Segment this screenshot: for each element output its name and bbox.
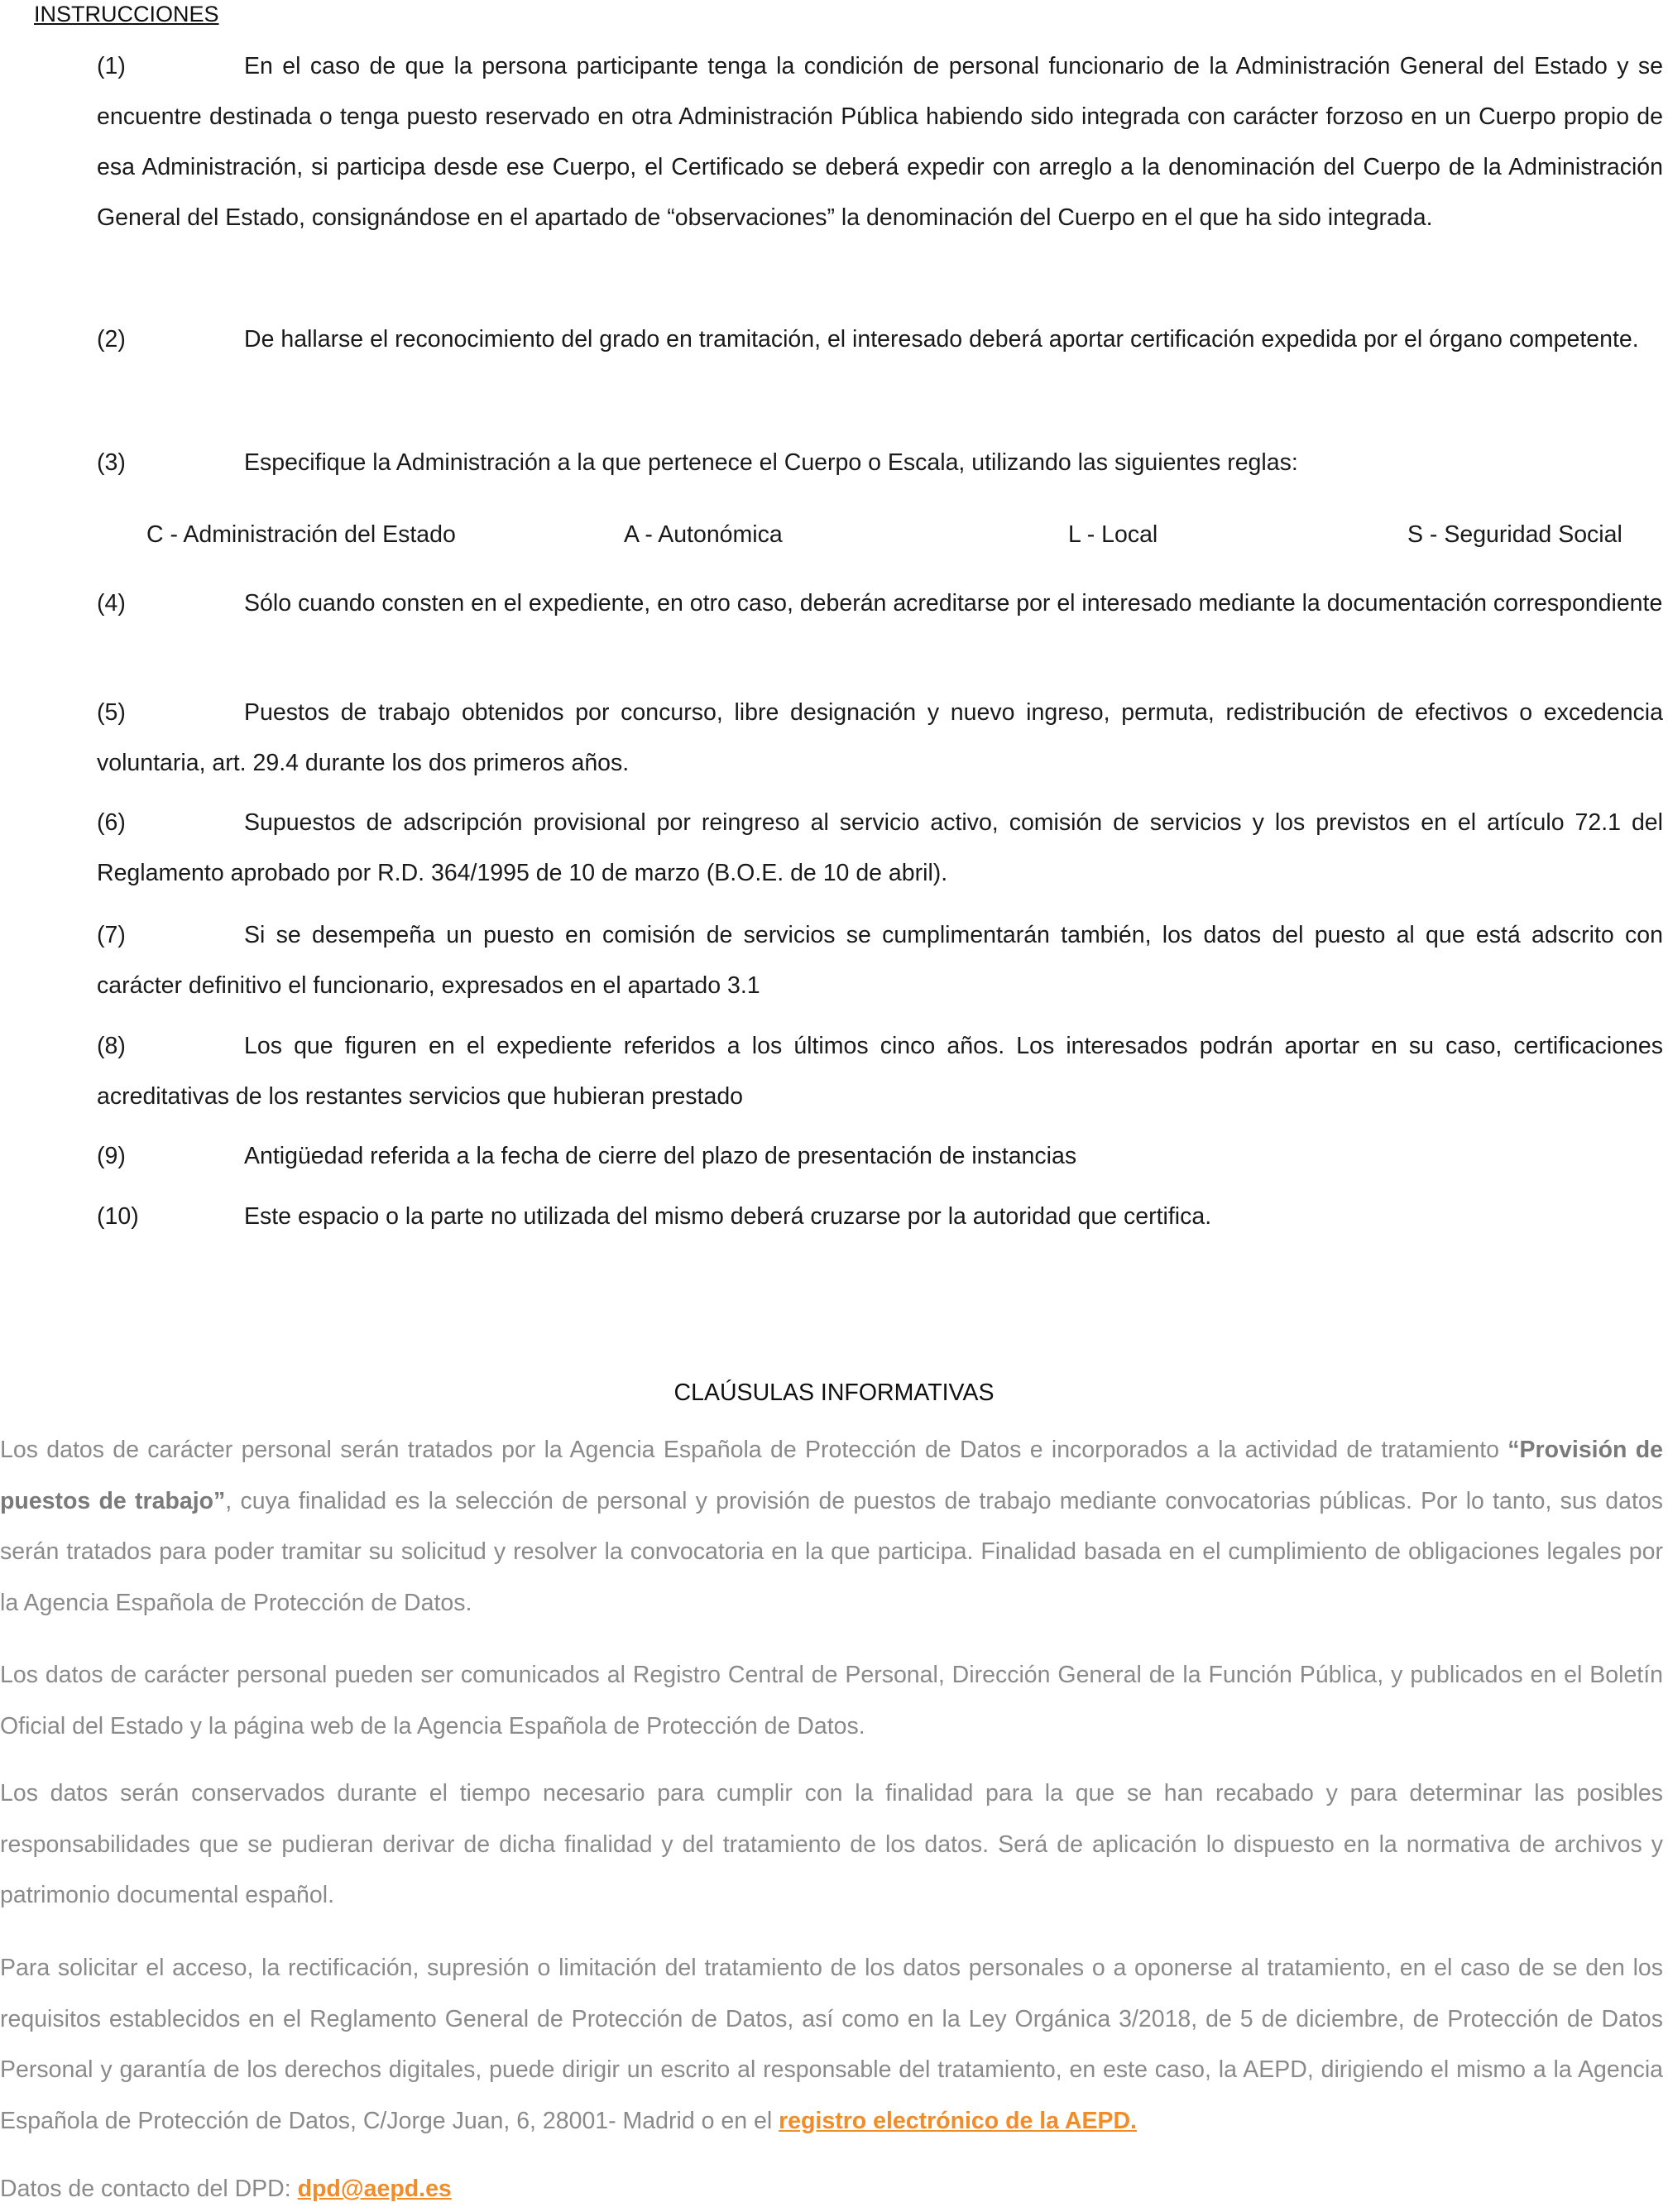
clausulas-title: CLAÚSULAS INFORMATIVAS: [673, 1380, 995, 1406]
instruction-6: [97, 798, 1663, 899]
instruction-number: (10): [97, 1203, 139, 1230]
dpd-label: Datos de contacto del DPD:: [0, 2176, 298, 2202]
instruction-text: Especifique la Administración a la que pertenece el Cuerpo o Escala, utilizando las siguientes reglas:: [244, 449, 1298, 476]
clausula-text: Los datos de carácter personal serán tratados por la Agencia Española de Protección de Datos e incorporados a la actividad de tratamiento: [0, 1437, 1508, 1463]
admin-type-seguridad-social: S - Seguridad Social: [1407, 521, 1622, 548]
instruction-1: [97, 41, 1663, 243]
instruction-9: [97, 1131, 1663, 1182]
clausula-text: , cuya finalidad es la selección de personal y provisión de puestos de trabajo mediante convocatorias públicas. Por lo tanto, sus datos serán tratados para poder tramitar su solicitud y resolver la convocatoria en la que participa. Finalidad basada en el cumplimiento de obligaciones legales por la Agencia Española de Protección de Datos.: [0, 1487, 1663, 1616]
instruction-number: (4): [97, 590, 126, 617]
admin-type-autonomica: A - Autonómica: [624, 521, 783, 548]
instruction-text: En el caso de que la persona participante tenga la condición de personal funcionario de la Administración General del Estado y se encuentre destinada o tenga puesto reservado en otra Administración Pública habiendo sido integrada con carácter forzoso en un Cuerpo propio de esa Administración, si participa desde ese Cuerpo, el Certificado se deberá expedir con arreglo a la denominación del Cuerpo de la Administración General del Estado, consignándose en el apartado de “observaciones” la denominación del Cuerpo en el que ha sido integrada.: [97, 53, 1663, 231]
clausula-paragraph-3: [0, 1768, 1663, 1922]
clausula-bold-activity: “Provisión de puestos de trabajo”: [0, 1437, 1663, 1514]
instruction-text: De hallarse el reconocimiento del grado en tramitación, el interesado deberá aportar certificación expedida por el órgano competente.: [244, 326, 1639, 353]
instruction-7: [97, 910, 1663, 1011]
dpd-email-link[interactable]: dpd@aepd.es: [297, 2176, 452, 2202]
clausula-text: Los datos serán conservados durante el tiempo necesario para cumplir con la finalidad para la que se han recabado y para determinar las posibles responsabilidades que se pudieran derivar de dicha finalidad y del tratamiento de los datos. Será de aplicación lo dispuesto en la normativa de archivos y patrimonio documental español.: [0, 1780, 1663, 1908]
instruction-number: (7): [97, 922, 126, 948]
instruction-10: [97, 1192, 1663, 1242]
aepd-electronic-registry-link[interactable]: registro electrónico de la AEPD.: [779, 2107, 1137, 2134]
instruction-text: Puestos de trabajo obtenidos por concurso, libre designación y nuevo ingreso, permuta, redistribución de efectivos o excedencia voluntaria, art. 29.4 durante los dos primeros años.: [97, 699, 1663, 776]
instruction-4: [97, 578, 1663, 629]
instruction-text: Sólo cuando consten en el expediente, en otro caso, deberán acreditarse por el interesado mediante la documentación correspondiente: [244, 590, 1663, 617]
clausula-text: Los datos de carácter personal pueden ser comunicados al Registro Central de Personal, Dirección General de la Función Pública, y publicados en el Boletín Oficial del Estado y la página web de la Agencia Española de Protección de Datos.: [0, 1662, 1663, 1739]
instruction-text: Si se desempeña un puesto en comisión de servicios se cumplimentarán también, los datos del puesto al que está adscrito con carácter definitivo el funcionario, expresados en el apartado 3.1: [97, 922, 1663, 999]
clausula-text: Para solicitar el acceso, la rectificación, supresión o limitación del tratamiento de los datos personales o a oponerse al tratamiento, en el caso de se den los requisitos establecidos en el Reglamento General de Protección de Datos, así como en la Ley Orgánica 3/2018, de 5 de diciembre, de Protección de Datos Personal y garantía de los derechos digitales, puede dirigir un escrito al responsable del tratamiento, en este caso, la AEPD, dirigiendo el mismo a la Agencia Española de Protección de Datos, C/Jorge Juan, 6, 28001- Madrid o en el: [0, 1955, 1663, 2134]
instruction-number: (9): [97, 1143, 126, 1169]
instruction-8: [97, 1021, 1663, 1122]
clausula-paragraph-1: [0, 1425, 1663, 1629]
instruction-text: Antigüedad referida a la fecha de cierre del plazo de presentación de instancias: [244, 1143, 1077, 1169]
instruction-number: (5): [97, 699, 126, 726]
instruction-text: Este espacio o la parte no utilizada del mismo deberá cruzarse por la autoridad que certifica.: [244, 1203, 1212, 1230]
instruction-text: Los que figuren en el expediente referidos a los últimos cinco años. Los interesados podrán aportar en su caso, certificaciones acreditativas de los restantes servicios que hubieran prestado: [97, 1033, 1663, 1110]
instruction-number: (3): [97, 449, 126, 476]
instruction-text: Supuestos de adscripción provisional por reingreso al servicio activo, comisión de servicios y los previstos en el artículo 72.1 del Reglamento aprobado por R.D. 364/1995 de 10 de marzo (B.O.E. de 10 de abril).: [97, 809, 1663, 886]
instruction-2: [97, 314, 1663, 365]
instruction-number: (1): [97, 53, 126, 79]
instructions-heading: INSTRUCCIONES: [34, 2, 219, 26]
instruction-5: [97, 688, 1663, 789]
instruction-3: [97, 438, 1663, 488]
admin-type-estado: C - Administración del Estado: [146, 521, 456, 548]
clausula-paragraph-4: [0, 1943, 1663, 2147]
admin-type-local: L - Local: [1068, 521, 1158, 548]
clausula-paragraph-2: [0, 1650, 1663, 1752]
instruction-number: (2): [97, 326, 126, 353]
instruction-number: (8): [97, 1033, 126, 1059]
instruction-number: (6): [97, 809, 126, 836]
